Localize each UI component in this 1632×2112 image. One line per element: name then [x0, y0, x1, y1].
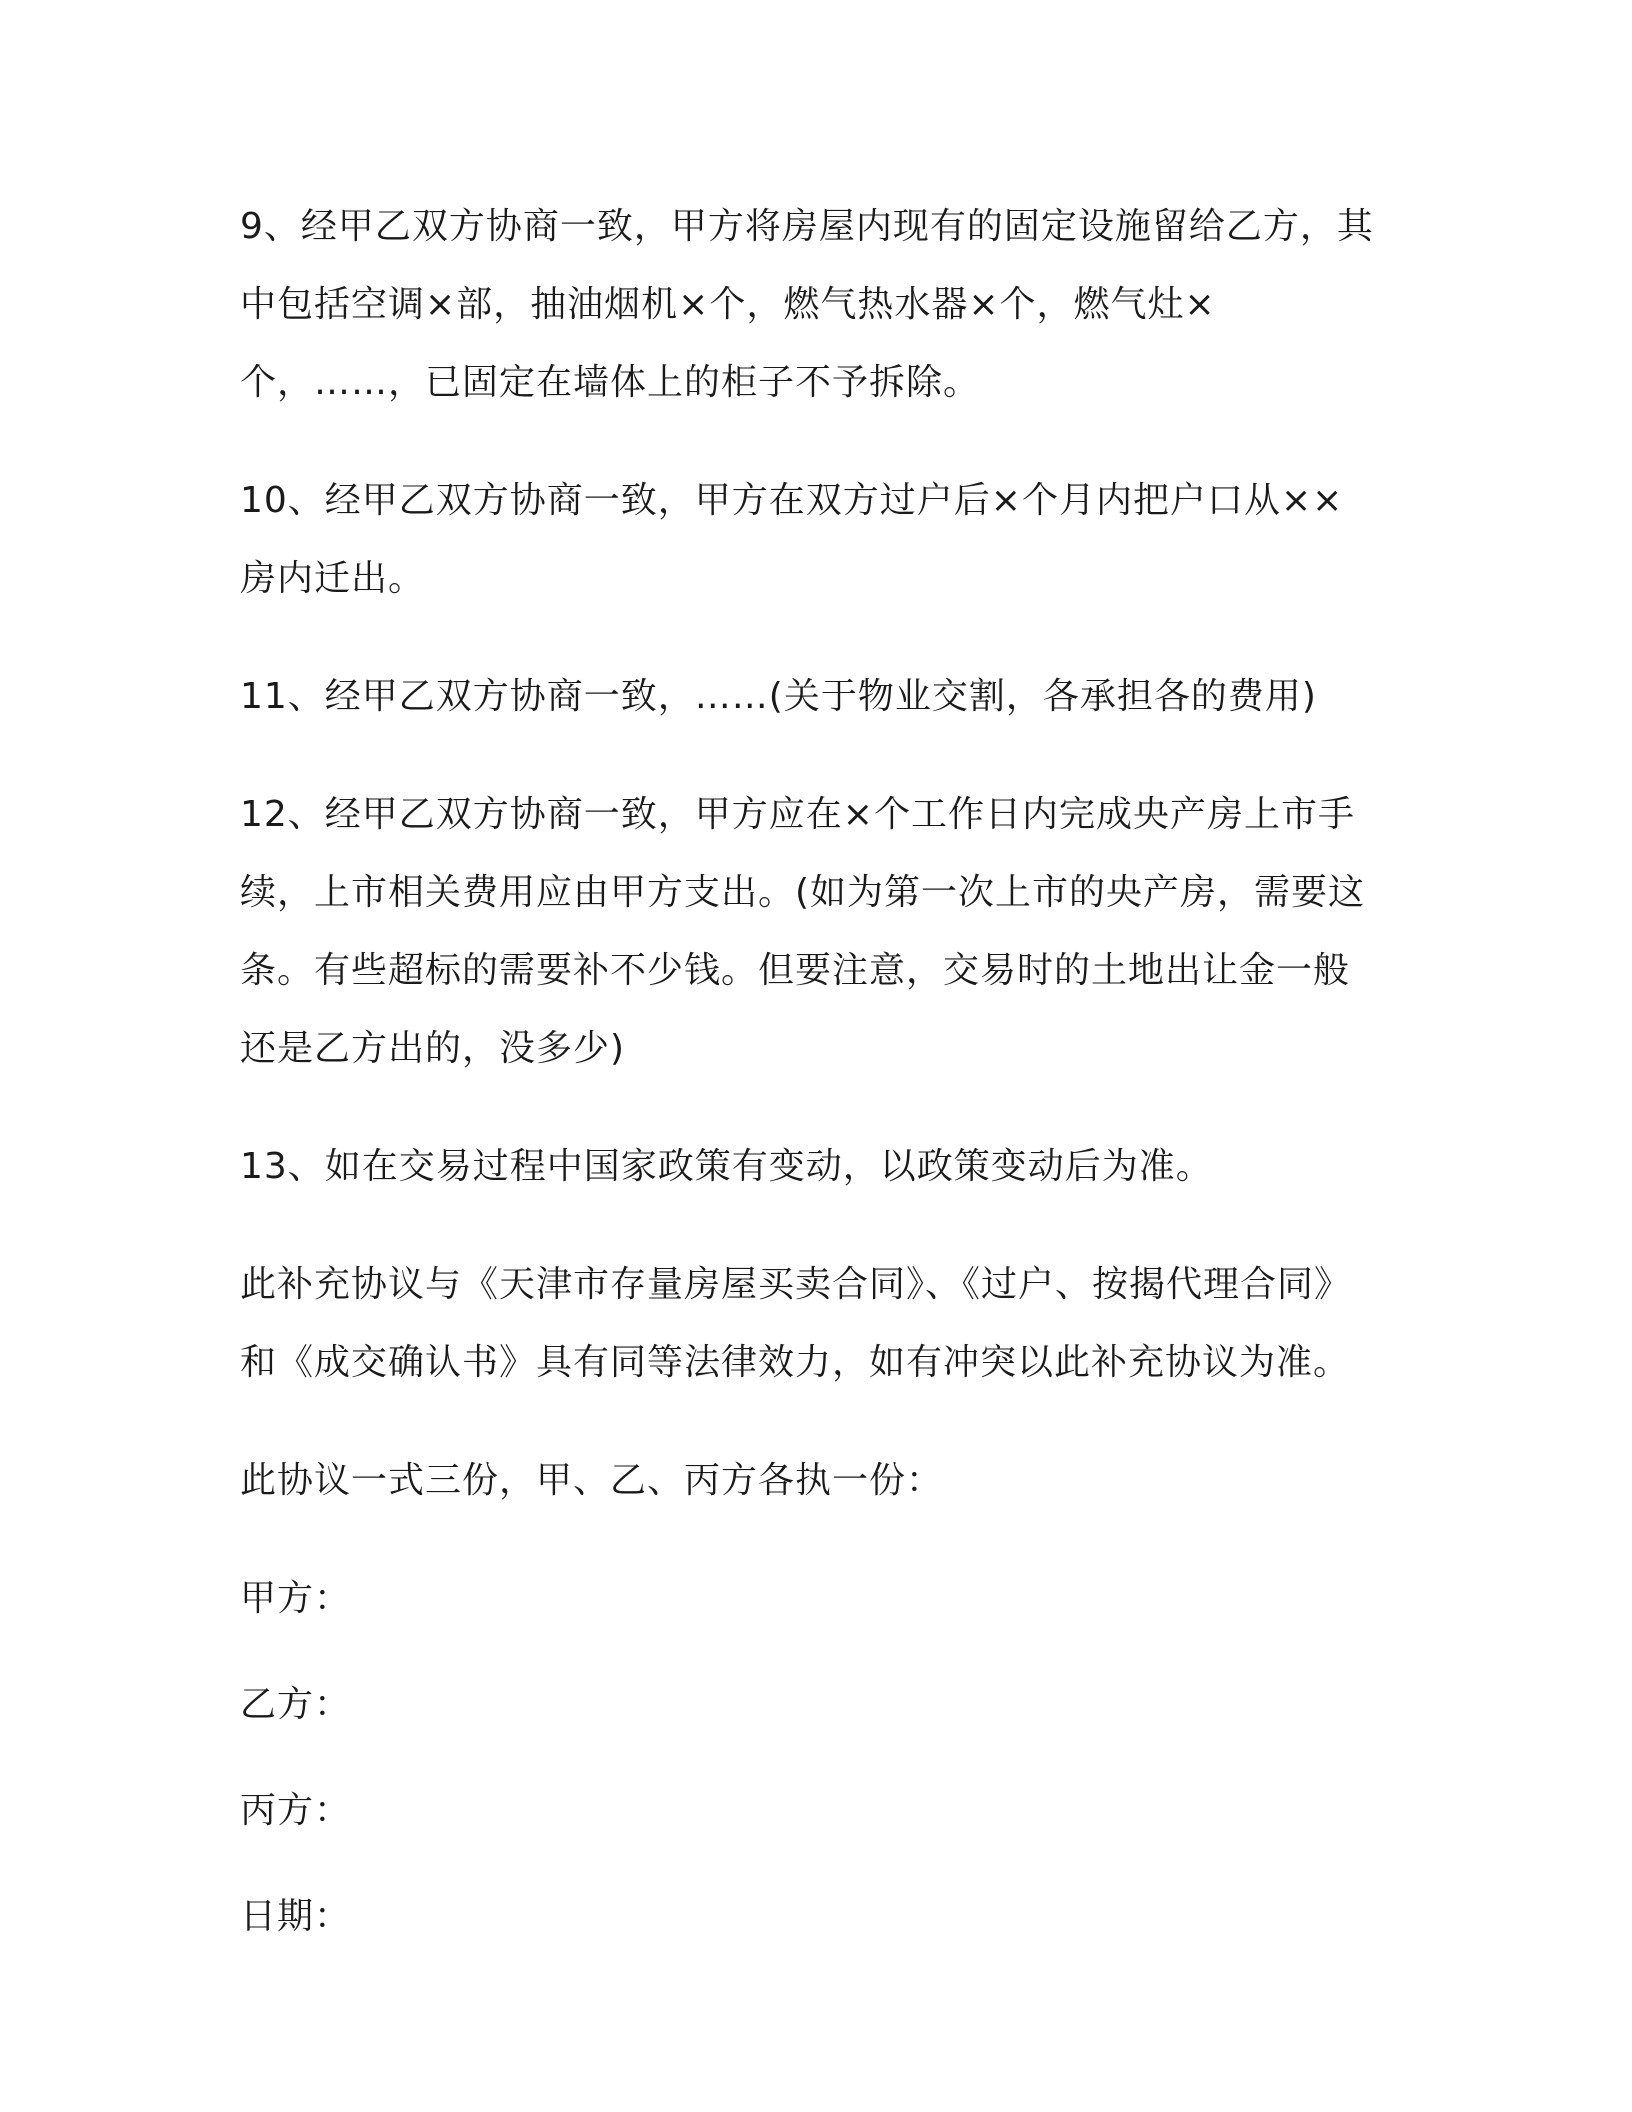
validity-line: 此补充协议与《天津市存量房屋买卖合同》、《过户、按揭代理合同》	[240, 1264, 1352, 1305]
clause-9-line: 个，……，已固定在墙体上的柜子不予拆除。	[240, 362, 981, 403]
clause-13-line: 13、如在交易过程中国家政策有变动，以政策变动后为准。	[240, 1146, 1213, 1187]
validity-line: 和《成交确认书》具有同等法律效力，如有冲突以此补充协议为准。	[240, 1342, 1351, 1383]
clause-12	[240, 776, 1380, 1088]
signature-party-a: 甲方：	[240, 1578, 352, 1619]
signature-party-c: 丙方：	[240, 1790, 352, 1831]
clause-11-line: 11、经甲乙双方协商一致，……(关于物业交割，各承担各的费用)	[240, 676, 1317, 717]
signature-party-b: 乙方：	[240, 1684, 352, 1725]
validity-statement	[240, 1246, 1380, 1402]
clause-12-line: 条。有些超标的需要补不少钱。但要注意，交易时的土地出让金一般	[240, 950, 1351, 991]
document-body	[240, 188, 1380, 1984]
signature-date: 日期：	[240, 1896, 352, 1937]
clause-11	[240, 658, 1380, 736]
clause-10	[240, 462, 1380, 618]
clause-12-line: 还是乙方出的，没多少)	[240, 1028, 626, 1069]
clause-12-line: 12、经甲乙双方协商一致，甲方应在×个工作日内完成央产房上市手	[240, 794, 1355, 835]
clause-10-line: 房内迁出。	[240, 558, 426, 599]
clause-9-line: 中包括空调×部，抽油烟机×个，燃气热水器×个，燃气灶×	[240, 284, 1216, 325]
clause-12-line: 续，上市相关费用应由甲方支出。(如为第一次上市的央产房，需要这	[240, 872, 1366, 913]
clause-9-line: 9、经甲乙双方协商一致，甲方将房屋内现有的固定设施留给乙方，其	[240, 206, 1374, 247]
copies-statement	[240, 1442, 1380, 1520]
clause-13	[240, 1128, 1380, 1206]
clause-9	[240, 188, 1380, 422]
copies-line: 此协议一式三份，甲、乙、丙方各执一份：	[240, 1460, 944, 1501]
clause-10-line: 10、经甲乙双方协商一致，甲方在双方过户后×个月内把户口从××	[240, 480, 1344, 521]
